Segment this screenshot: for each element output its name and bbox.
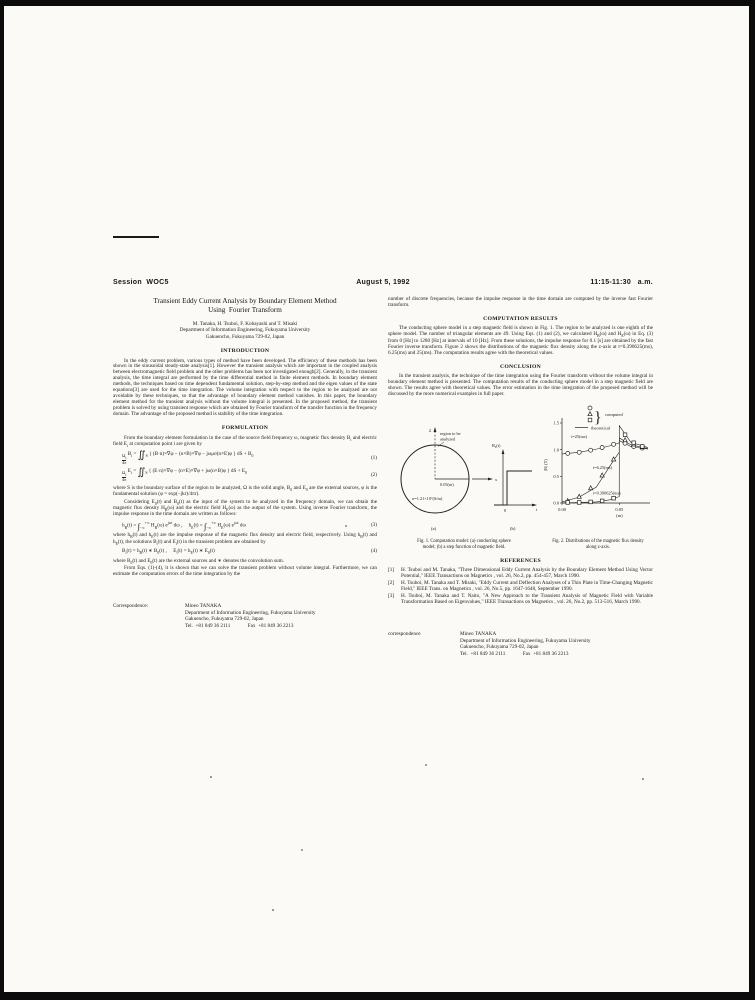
correspondence-city: Gakuencho, Fukuyama 729-02, Japan	[460, 644, 539, 651]
fig2-x-tick-label: 0.05	[615, 507, 624, 513]
figure-2-caption	[542, 539, 654, 551]
date-label: August 5, 1992	[356, 279, 410, 286]
correspondence-address	[460, 632, 591, 658]
correspondence-tel: Tel. +81 849 36 2111	[460, 650, 506, 657]
figures-row	[388, 403, 653, 551]
equation-2-number: (2)	[370, 471, 377, 478]
fig2-y-tick-label: 1.0	[553, 447, 559, 453]
affiliation-line: Department of Information Engineering, Fukuyama University	[179, 327, 311, 334]
fig2-y-tick-label: 1.5	[553, 420, 559, 426]
formulation-paragraph-3: Considering $E_0(t)$ and $B_0(t)$ as the input of the system to be analyzed in the frequency domain, we can obtain the magnetic flux density $H_B(\omega)$ and the electric field $H_E(\omega)$ as the output of the system. Using inverse Fourier transform, the impulse response in the time domain are written as follows:	[113, 498, 377, 518]
equation-3-number: (3)	[370, 521, 377, 528]
authors-line: M. Tanaka, H. Tsuboi, F. Kobayashi and T. Misaki	[192, 320, 298, 327]
left-column	[113, 297, 377, 658]
correspondence-phone-row	[185, 624, 316, 630]
reference-number: [2]	[388, 580, 395, 587]
fig2-marker-circle	[589, 448, 593, 452]
fig2-curve-label: t=25(ms)	[571, 434, 587, 440]
figure-1-caption-line2: model; (b) a step function of magnetic field.	[422, 545, 506, 551]
fig2-curve-label: t=6.25(ms)	[592, 465, 612, 471]
correspondence-left	[113, 604, 377, 630]
equation-1-number: (1)	[370, 454, 377, 461]
equation-3	[122, 521, 377, 530]
equation-4-number: (4)	[370, 548, 377, 555]
results-paragraph: The conducting sphere model in a step magnetic field is shown in Fig. 1. The region to be analyzed is one eighth of the sphere model. The number of triangular elements are 49. Using Eqs. (1) and (2), we calculated $H_B(\omega)$ and $H_E(\omega)$ in Eq. (3) from 0 [Hz] to 1280 [Hz] at intervals of 10 [Hz]. From these solutions, the impulse response for 0.1 [s] are obtained by the fast Fourier inverse transform. Figure 2 shows the distributions of the magnetic flux density along the z-axis at t=0.390625(ms), 6.25(ms) and 25(ms). The computation results agree with the theoretical values.	[388, 325, 654, 356]
figure-2-caption-line2: along z-axis.	[586, 545, 610, 551]
fig2-marker-triangle	[589, 486, 593, 490]
fig2-chart	[542, 403, 654, 535]
reference-text: H. Tsuboi and M. Tanaka, "Three Dimensional Eddy Current Analysis by the Boundary Element Method Using Vector Potential," IEEE Transactions on Magnetics , vol. 26, No.2, pp. 454-457, March 1990.	[401, 567, 653, 580]
section-heading-references: REFERENCES	[500, 557, 541, 564]
fig1-region-label-1: region to be	[440, 431, 461, 437]
formulation-paragraph-6: From Eqs. (1)-(4), it is shown that we can solve the transient problem without volume integral. Furthermore, we can estimate the computation errors of the time integration by the	[113, 565, 377, 578]
fig2-marker-square	[588, 418, 592, 422]
formulation-paragraph-4: where $h_B(t)$ and $h_E(t)$ are the impulse response of the magnetic flux density and electric field, respectively. Using $h_B(t)$ and $h_E(t)$, the solutions $B_i(t)$ and $E_i(t)$ in the transient problem are obtained by	[113, 532, 378, 546]
correspondence-label: Correspondence:	[113, 603, 149, 610]
fig2-marker-square	[640, 445, 644, 449]
fig2-y-axis-label: |B| (T)	[543, 459, 548, 472]
reference-text: H. Tsuboi, M. Tanaka and T. Naito, "A New Approach to the Transient Analysis of Magnetic Field with Variable Transformation Based on Eigenvalues," IEEE Transactions on Magnetics , vol. 26, No.2, pp. 513-516, March 1990.	[401, 593, 653, 606]
step-function-curve	[494, 471, 532, 505]
equation-1-body: $\frac{\Omega_i}{4\pi}$ $B_i$ = $∬_S$ { (B·n)×∇φ − (n×B)×∇φ − jωμσ(n×E)φ } dS + $B_0$	[122, 449, 254, 465]
equation-4	[122, 549, 377, 555]
correspondence-dept: Department of Information Engineering, Fukuyama University	[185, 609, 316, 616]
z-axis-arrow-icon	[434, 427, 437, 432]
fig1-region-label-2: analyzed	[440, 436, 456, 442]
fig1-radius-label: 0.05(m)	[440, 482, 454, 488]
correspondence-name: Mineo TANAKA	[185, 603, 222, 610]
figure-2-caption-line1: Fig. 2. Distributions of the magnetic flux density	[552, 539, 644, 545]
section-heading-introduction: INTRODUCTION	[220, 347, 270, 354]
fig2-x-tick-label: 0.00	[558, 507, 566, 513]
fig2-y-tick-label: 0.0	[553, 500, 559, 506]
fig2-marker-triangle	[612, 457, 616, 461]
reference-item	[388, 581, 653, 593]
correspondence-name: Mineo TANAKA	[460, 631, 497, 638]
correspondence-label: correspondence	[388, 631, 421, 638]
equation-4-body: $B_i(t) = h_B(t)$ ∗ $B_0(t)$ , $E_i(t) = h_E(t)$ ∗ $E_0(t)$	[122, 548, 215, 556]
fig2-legend-brace: }	[594, 409, 602, 427]
scan-artifact-line	[113, 236, 159, 238]
correspondence-dept: Department of Information Engineering, Fukuyama University	[460, 637, 591, 644]
fig1-z-label: z	[429, 429, 432, 435]
fig1-zero-label: 0	[504, 508, 507, 514]
fig1-x-label: x	[495, 477, 498, 483]
conclusion-paragraph: In the transient analysis, the technique of the time integration using the Fourier transform without the volume integral in boundary element method is presented. The computation results of the conducting sphere model in a step magnetic field are shown. The results agree with theoretical values. The error estimation in the time integration of the proposed method will be discussed by the more numerical examples in full paper.	[388, 373, 653, 398]
reference-item	[388, 594, 653, 606]
time-label: 11:15-11:30 a.m.	[590, 279, 653, 286]
fig2-y-tick-label: 0.5	[553, 474, 559, 480]
reference-number: [1]	[388, 567, 395, 574]
fig1-conductivity-label: σ=1.21×10⁷(S/m)	[412, 496, 443, 502]
fig2-marker-square	[577, 501, 581, 505]
fig2-marker-square	[566, 501, 570, 505]
fig2-marker-square	[600, 499, 604, 503]
equation-3-body: $h_B(t) = \int_{-\infty}^{+\infty}$ $H_B(\omega)$ $e^{j\omega t}$ dω , $h_E(t) = \int_{-\infty}^{+\infty}$ $H_E(\omega)$ $e^{j\omega t}$ dω	[122, 521, 246, 532]
scan-speck	[642, 778, 644, 780]
fig2-marker-circle	[588, 406, 592, 410]
correspondence-right	[388, 632, 653, 658]
fig1-panel-a-label: (a)	[431, 526, 437, 532]
step-h-axis-arrow-icon	[532, 504, 537, 507]
author-block	[113, 321, 377, 341]
formulation-paragraph-5: where $B_0(t)$ and $E_0(t)$ are the external sources and ∗ denotes the convolution sum.	[113, 557, 284, 565]
session-label: Session WOC5	[113, 279, 169, 286]
paper-title	[113, 297, 377, 316]
reference-item	[388, 568, 653, 580]
section-heading-conclusion: CONCLUSION	[499, 363, 542, 370]
fig1-b0t-label: B₀(t)	[492, 443, 501, 449]
right-column	[388, 297, 653, 658]
fig1-diagram	[388, 423, 540, 535]
fig2-marker-square	[589, 500, 593, 504]
fig2-marker-triangle	[600, 473, 604, 477]
address-line: Gakuencho, Fukuyama 729-02, Japan	[205, 334, 285, 341]
correspondence-fax: Fax +81 849 36 2213	[247, 622, 294, 629]
figure-1	[388, 423, 540, 551]
fig2-legend-theoretical-label: theoretical	[591, 425, 610, 431]
equation-2-body: $\frac{\Omega_i}{4\pi}$ $E_i$ = $∬_S$ { (E·n)×∇φ − (n×E)×∇φ + jω(n×B)φ } dS + $E_0$	[122, 466, 247, 483]
fig1-panel-b-label: (b)	[510, 526, 516, 532]
fig2-marker-circle	[566, 452, 570, 456]
fig2-marker-circle	[600, 446, 604, 450]
results-continuation-paragraph: number of discrete frequencies, because the impulse response in the time domain are computed by the inverse fast Fourier transform.	[388, 296, 653, 308]
scan-speck	[425, 764, 427, 766]
section-heading-formulation: FORMULATION	[221, 425, 269, 432]
fig2-marker-circle	[577, 451, 581, 455]
correspondence-address	[185, 604, 316, 630]
formulation-paragraph-1: From the boundary element formulation in the case of the source field frequency ω, magnetic flux density $B_i$ and electric field $E_i$ at computation point i are given by	[113, 434, 377, 449]
fig2-curve-label: t=0.390625(ms)	[592, 490, 621, 496]
page-header	[113, 279, 653, 286]
reference-list	[388, 568, 653, 606]
fig2-marker-square	[612, 497, 616, 501]
section-heading-computation-results: COMPUTATION RESULTS	[483, 315, 558, 322]
scan-speck	[301, 849, 303, 851]
fig2-marker-triangle	[623, 438, 627, 442]
fig2-legend-computed-label: computed	[605, 412, 623, 418]
equation-1	[122, 449, 377, 466]
correspondence-city: Gakuencho, Fukuyama 729-02, Japan	[185, 616, 264, 623]
scan-speck	[210, 776, 212, 778]
reference-text: H. Tsuboi, M. Tanaka and T. Misaki, "Eddy Current and Deflection Analyses of a Thin Plate in Time-Changing Magnetic Field," IEEE Trans. on Magnetics , vol. 26, No.5, pp. 1647-1648, September 1990.	[401, 580, 653, 593]
figure-2	[542, 403, 654, 551]
two-column-body	[113, 297, 653, 658]
figure-1-caption-line1: Fig. 1. Computation model: (a) conducting sphere	[417, 539, 511, 545]
fig2-x-axis-label: (m)	[616, 513, 623, 519]
correspondence-phone-row	[460, 652, 591, 658]
paper-title-line2: Using Fourier Transform	[208, 306, 282, 315]
field-arrow-head-icon	[488, 478, 493, 481]
fig2-marker-circle	[612, 443, 616, 447]
scan-speck	[272, 909, 274, 911]
figure-1-caption	[388, 539, 540, 551]
paper-title-line1: Transient Eddy Current Analysis by Boundary Element Method	[153, 297, 337, 305]
fig1-t-label: t	[536, 507, 538, 513]
fig2-marker-square	[623, 433, 627, 437]
fig2-marker-square	[632, 441, 636, 445]
reference-number: [3]	[388, 593, 395, 600]
introduction-paragraph: In the eddy current problem, various types of method have been developed. The efficiency of these methods has been shown in the sinusoidal steady-state analysis[1]. However the transient analysis which are important in the coupled analysis between electromagnetic field problem and the other problems has been not investigated enough[2]. Generally, in the transient analysis, the time integral are performed by the time differential method in finite element methods. In boundary element methods, the techniques based on time dependent fundamental solution, step-by-step method and the eigen values of the state equations[3] are used for the time integration. The volume integration with respect to the region to be analyzed are not avoidable by these techniques, so that the advantage of boundary element method vanishes. In this paper, the boundary element method for the transient analysis without the volume integral is presented. In the proposed method, the transient problem is solved by using transient response which are obtained by Fourier transform of the transfer function in the frequency domain. The advantage of the proposed method is stability of the time integration.	[113, 357, 377, 418]
formulation-paragraph-2: where S is the boundary surface of the region to be analyzed, Ω is the solid angle, $B_0$ and $E_0$ are the external sources, φ is the fundamental solution (φ = exp(−jkr)/4πr).	[113, 484, 377, 498]
fig2-marker-triangle	[588, 412, 592, 416]
step-v-axis-arrow-icon	[502, 449, 505, 454]
equation-2	[122, 466, 377, 483]
correspondence-fax: Fax +81 849 36 2213	[522, 650, 569, 657]
correspondence-tel: Tel. +81 849 36 2111	[185, 622, 231, 629]
